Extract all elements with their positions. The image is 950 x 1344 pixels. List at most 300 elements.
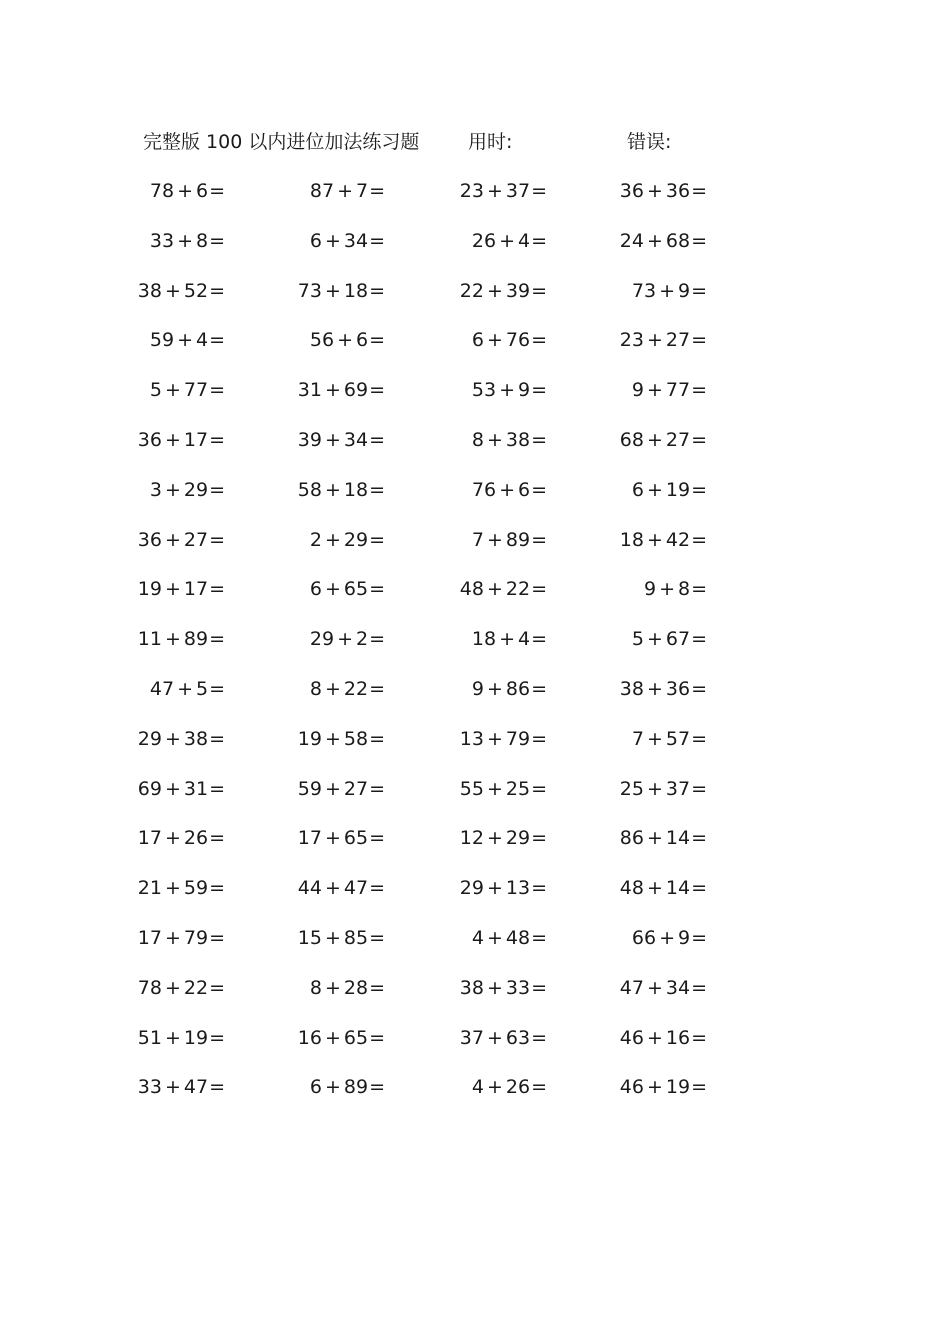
first-addend: 56	[309, 329, 335, 352]
error-label: 错误:	[627, 131, 672, 153]
plus-sign: +	[324, 578, 341, 601]
equals-sign: =	[531, 528, 547, 551]
problem-row	[0, 872, 950, 922]
addition-problem	[265, 773, 385, 805]
addition-problem	[265, 175, 385, 207]
first-addend: 78	[149, 180, 175, 202]
addition-problem	[427, 723, 547, 755]
addition-problem	[105, 773, 225, 805]
plus-sign: +	[324, 827, 341, 850]
equals-sign: =	[369, 926, 385, 949]
equals-sign: =	[209, 229, 225, 252]
second-addend: 42	[665, 528, 691, 551]
equals-sign: =	[209, 528, 225, 551]
first-addend: 21	[137, 877, 162, 900]
equals-sign: =	[209, 976, 225, 999]
equals-sign: =	[691, 229, 707, 252]
first-addend: 87	[309, 180, 335, 202]
problem-row	[0, 275, 950, 325]
addition-problem	[265, 324, 385, 356]
equals-sign: =	[209, 478, 225, 501]
equals-sign: =	[209, 180, 225, 202]
first-addend: 38	[619, 677, 644, 700]
first-addend: 23	[459, 180, 484, 202]
second-addend: 17	[183, 578, 209, 601]
first-addend: 6	[471, 329, 484, 352]
second-addend: 85	[343, 926, 369, 949]
plus-sign: +	[164, 628, 181, 651]
plus-sign: +	[164, 877, 181, 900]
problem-row	[0, 822, 950, 872]
equals-sign: =	[369, 1026, 385, 1049]
plus-sign: +	[324, 428, 341, 451]
second-addend: 38	[183, 727, 209, 750]
equals-sign: =	[369, 628, 385, 651]
first-addend: 48	[459, 578, 484, 601]
plus-sign: +	[499, 229, 515, 252]
first-addend: 46	[619, 1076, 644, 1099]
problem-row	[0, 573, 950, 623]
plus-sign: +	[324, 379, 341, 402]
second-addend: 89	[505, 528, 531, 551]
addition-problem	[105, 972, 225, 1004]
first-addend: 25	[619, 777, 644, 800]
first-addend: 18	[471, 628, 497, 651]
addition-problem	[587, 424, 707, 456]
plus-sign: +	[486, 777, 503, 800]
addition-problem	[587, 175, 707, 207]
addition-problem	[427, 324, 547, 356]
addition-problem	[105, 822, 225, 854]
plus-sign: +	[646, 379, 663, 402]
plus-sign: +	[646, 329, 663, 352]
addition-problem	[587, 374, 707, 406]
plus-sign: +	[486, 180, 503, 202]
addition-problem	[265, 673, 385, 705]
equals-sign: =	[369, 877, 385, 900]
addition-problem	[587, 673, 707, 705]
second-addend: 67	[665, 628, 691, 651]
plus-sign: +	[646, 528, 663, 551]
problem-row	[0, 922, 950, 972]
plus-sign: +	[337, 329, 353, 352]
first-addend: 69	[137, 777, 162, 800]
second-addend: 4	[195, 329, 209, 352]
addition-problem	[105, 723, 225, 755]
equals-sign: =	[531, 677, 547, 700]
first-addend: 6	[309, 1076, 322, 1099]
problem-row	[0, 424, 950, 474]
addition-problem	[265, 623, 385, 655]
plus-sign: +	[164, 528, 181, 551]
first-addend: 17	[137, 926, 162, 949]
first-addend: 19	[137, 578, 162, 601]
addition-problem	[427, 474, 547, 506]
plus-sign: +	[324, 677, 341, 700]
second-addend: 33	[505, 976, 531, 999]
equals-sign: =	[209, 379, 225, 402]
addition-problem	[587, 623, 707, 655]
addition-problem	[427, 822, 547, 854]
plus-sign: +	[646, 628, 663, 651]
second-addend: 34	[343, 229, 369, 252]
problem-row	[0, 524, 950, 574]
addition-problem	[427, 175, 547, 207]
plus-sign: +	[486, 1076, 503, 1099]
plus-sign: +	[486, 329, 503, 352]
plus-sign: +	[659, 578, 675, 601]
addition-problem	[587, 324, 707, 356]
plus-sign: +	[486, 877, 503, 900]
equals-sign: =	[531, 379, 547, 402]
plus-sign: +	[324, 528, 341, 551]
first-addend: 58	[297, 478, 322, 501]
equals-sign: =	[209, 578, 225, 601]
second-addend: 4	[517, 229, 531, 252]
addition-problem	[105, 573, 225, 605]
second-addend: 76	[505, 329, 531, 352]
second-addend: 37	[665, 777, 691, 800]
equals-sign: =	[691, 777, 707, 800]
second-addend: 2	[355, 628, 369, 651]
first-addend: 39	[297, 428, 322, 451]
addition-problem	[265, 524, 385, 556]
plus-sign: +	[486, 926, 503, 949]
first-addend: 4	[471, 1076, 484, 1099]
problem-row	[0, 1071, 950, 1121]
second-addend: 34	[343, 428, 369, 451]
second-addend: 27	[665, 329, 691, 352]
second-addend: 8	[195, 229, 209, 252]
second-addend: 6	[195, 180, 209, 202]
addition-problem	[265, 922, 385, 954]
second-addend: 6	[355, 329, 369, 352]
first-addend: 73	[631, 279, 657, 302]
addition-problem	[265, 1071, 385, 1103]
second-addend: 86	[505, 677, 531, 700]
addition-problem	[427, 424, 547, 456]
equals-sign: =	[691, 628, 707, 651]
addition-problem	[105, 275, 225, 307]
addition-problem	[587, 225, 707, 257]
plus-sign: +	[164, 827, 181, 850]
problem-row	[0, 623, 950, 673]
first-addend: 19	[297, 727, 322, 750]
equals-sign: =	[691, 1026, 707, 1049]
equals-sign: =	[369, 677, 385, 700]
second-addend: 14	[665, 827, 691, 850]
second-addend: 38	[505, 428, 531, 451]
first-addend: 23	[619, 329, 644, 352]
addition-problem	[427, 872, 547, 904]
second-addend: 19	[665, 478, 691, 501]
second-addend: 31	[183, 777, 209, 800]
first-addend: 13	[459, 727, 484, 750]
second-addend: 26	[505, 1076, 531, 1099]
first-addend: 59	[149, 329, 175, 352]
second-addend: 37	[505, 180, 531, 202]
addition-problem	[427, 972, 547, 1004]
first-addend: 29	[137, 727, 162, 750]
equals-sign: =	[369, 727, 385, 750]
second-addend: 52	[183, 279, 209, 302]
second-addend: 18	[343, 478, 369, 501]
second-addend: 57	[665, 727, 691, 750]
plus-sign: +	[646, 428, 663, 451]
second-addend: 27	[183, 528, 209, 551]
plus-sign: +	[324, 727, 341, 750]
plus-sign: +	[486, 976, 503, 999]
first-addend: 17	[137, 827, 162, 850]
second-addend: 7	[355, 180, 369, 202]
plus-sign: +	[486, 428, 503, 451]
equals-sign: =	[691, 528, 707, 551]
first-addend: 6	[309, 229, 322, 252]
equals-sign: =	[691, 877, 707, 900]
second-addend: 28	[343, 976, 369, 999]
addition-problem	[105, 1022, 225, 1054]
first-addend: 15	[297, 926, 322, 949]
equals-sign: =	[209, 1026, 225, 1049]
first-addend: 9	[631, 379, 644, 402]
first-addend: 33	[149, 229, 175, 252]
second-addend: 69	[343, 379, 369, 402]
plus-sign: +	[337, 628, 353, 651]
plus-sign: +	[177, 229, 193, 252]
addition-problem	[105, 324, 225, 356]
addition-problem	[105, 175, 225, 207]
plus-sign: +	[486, 528, 503, 551]
addition-problem	[105, 872, 225, 904]
plus-sign: +	[659, 279, 675, 302]
plus-sign: +	[486, 727, 503, 750]
equals-sign: =	[691, 1076, 707, 1099]
plus-sign: +	[646, 677, 663, 700]
addition-problem	[587, 1022, 707, 1054]
second-addend: 27	[343, 777, 369, 800]
second-addend: 26	[183, 827, 209, 850]
first-addend: 4	[471, 926, 484, 949]
equals-sign: =	[369, 180, 385, 202]
plus-sign: +	[646, 976, 663, 999]
plus-sign: +	[324, 976, 341, 999]
plus-sign: +	[164, 379, 181, 402]
plus-sign: +	[337, 180, 353, 202]
first-addend: 36	[137, 528, 162, 551]
problem-row	[0, 723, 950, 773]
second-addend: 9	[677, 926, 691, 949]
second-addend: 16	[665, 1026, 691, 1049]
second-addend: 65	[343, 578, 369, 601]
addition-problem	[105, 524, 225, 556]
equals-sign: =	[369, 428, 385, 451]
addition-problem	[105, 922, 225, 954]
first-addend: 48	[619, 877, 644, 900]
second-addend: 8	[677, 578, 691, 601]
addition-problem	[105, 623, 225, 655]
equals-sign: =	[531, 229, 547, 252]
addition-problem	[427, 524, 547, 556]
second-addend: 29	[183, 478, 209, 501]
equals-sign: =	[209, 827, 225, 850]
plus-sign: +	[659, 926, 675, 949]
equals-sign: =	[531, 777, 547, 800]
plus-sign: +	[646, 727, 663, 750]
first-addend: 53	[471, 379, 497, 402]
equals-sign: =	[369, 976, 385, 999]
equals-sign: =	[691, 926, 707, 949]
second-addend: 18	[343, 279, 369, 302]
first-addend: 46	[619, 1026, 644, 1049]
plus-sign: +	[646, 229, 663, 252]
second-addend: 65	[343, 827, 369, 850]
plus-sign: +	[486, 279, 503, 302]
plus-sign: +	[486, 827, 503, 850]
equals-sign: =	[531, 478, 547, 501]
equals-sign: =	[691, 180, 707, 202]
second-addend: 19	[183, 1026, 209, 1049]
equals-sign: =	[531, 877, 547, 900]
addition-problem	[265, 573, 385, 605]
first-addend: 9	[471, 677, 484, 700]
equals-sign: =	[691, 827, 707, 850]
plus-sign: +	[164, 279, 181, 302]
second-addend: 22	[183, 976, 209, 999]
equals-sign: =	[369, 478, 385, 501]
problem-row	[0, 175, 950, 225]
equals-sign: =	[209, 727, 225, 750]
equals-sign: =	[209, 428, 225, 451]
equals-sign: =	[369, 827, 385, 850]
first-addend: 11	[137, 628, 162, 651]
first-addend: 6	[631, 478, 644, 501]
equals-sign: =	[531, 329, 547, 352]
equals-sign: =	[369, 528, 385, 551]
second-addend: 89	[343, 1076, 369, 1099]
equals-sign: =	[531, 976, 547, 999]
plus-sign: +	[486, 1026, 503, 1049]
plus-sign: +	[324, 478, 341, 501]
plus-sign: +	[164, 926, 181, 949]
first-addend: 38	[137, 279, 162, 302]
addition-problem	[427, 1022, 547, 1054]
worksheet-title: 完整版 100 以内进位加法练习题	[143, 131, 420, 153]
second-addend: 19	[665, 1076, 691, 1099]
first-addend: 66	[631, 926, 657, 949]
plus-sign: +	[324, 1076, 341, 1099]
second-addend: 39	[505, 279, 531, 302]
worksheet-header	[0, 127, 950, 157]
equals-sign: =	[369, 1076, 385, 1099]
second-addend: 9	[517, 379, 531, 402]
equals-sign: =	[691, 976, 707, 999]
equals-sign: =	[209, 677, 225, 700]
first-addend: 29	[309, 628, 335, 651]
equals-sign: =	[531, 578, 547, 601]
second-addend: 79	[505, 727, 531, 750]
problem-row	[0, 324, 950, 374]
first-addend: 8	[471, 428, 484, 451]
plus-sign: +	[164, 1026, 181, 1049]
time-label: 用时:	[468, 131, 513, 153]
equals-sign: =	[531, 180, 547, 202]
equals-sign: =	[691, 727, 707, 750]
addition-problem	[587, 872, 707, 904]
second-addend: 68	[665, 229, 691, 252]
first-addend: 68	[619, 428, 644, 451]
first-addend: 31	[297, 379, 322, 402]
second-addend: 77	[665, 379, 691, 402]
first-addend: 36	[619, 180, 644, 202]
first-addend: 36	[137, 428, 162, 451]
first-addend: 86	[619, 827, 644, 850]
addition-problem	[427, 623, 547, 655]
addition-problem	[427, 1071, 547, 1103]
plus-sign: +	[164, 976, 181, 999]
equals-sign: =	[531, 727, 547, 750]
equals-sign: =	[209, 877, 225, 900]
equals-sign: =	[691, 478, 707, 501]
addition-problem	[587, 524, 707, 556]
first-addend: 26	[471, 229, 497, 252]
plus-sign: +	[177, 180, 193, 202]
plus-sign: +	[499, 379, 515, 402]
first-addend: 5	[149, 379, 162, 402]
plus-sign: +	[324, 777, 341, 800]
equals-sign: =	[369, 229, 385, 252]
problem-row	[0, 673, 950, 723]
second-addend: 17	[183, 428, 209, 451]
addition-problem	[587, 822, 707, 854]
first-addend: 17	[297, 827, 322, 850]
equals-sign: =	[691, 578, 707, 601]
first-addend: 22	[459, 279, 484, 302]
first-addend: 5	[631, 628, 644, 651]
second-addend: 59	[183, 877, 209, 900]
second-addend: 47	[343, 877, 369, 900]
second-addend: 63	[505, 1026, 531, 1049]
first-addend: 44	[297, 877, 322, 900]
addition-problem	[265, 474, 385, 506]
plus-sign: +	[646, 1026, 663, 1049]
problem-row	[0, 474, 950, 524]
plus-sign: +	[646, 478, 663, 501]
plus-sign: +	[499, 478, 515, 501]
problem-row	[0, 773, 950, 823]
first-addend: 24	[619, 229, 644, 252]
first-addend: 37	[459, 1026, 484, 1049]
addition-problem	[587, 1071, 707, 1103]
equals-sign: =	[209, 1076, 225, 1099]
addition-problem	[587, 723, 707, 755]
equals-sign: =	[209, 279, 225, 302]
first-addend: 2	[309, 528, 322, 551]
second-addend: 5	[195, 677, 209, 700]
plus-sign: +	[177, 677, 193, 700]
plus-sign: +	[164, 478, 181, 501]
addition-problem	[105, 673, 225, 705]
plus-sign: +	[177, 329, 193, 352]
plus-sign: +	[164, 578, 181, 601]
second-addend: 48	[505, 926, 531, 949]
equals-sign: =	[369, 578, 385, 601]
equals-sign: =	[691, 677, 707, 700]
plus-sign: +	[646, 180, 663, 202]
problem-grid	[0, 175, 950, 1121]
addition-problem	[105, 374, 225, 406]
first-addend: 73	[297, 279, 322, 302]
plus-sign: +	[486, 677, 503, 700]
